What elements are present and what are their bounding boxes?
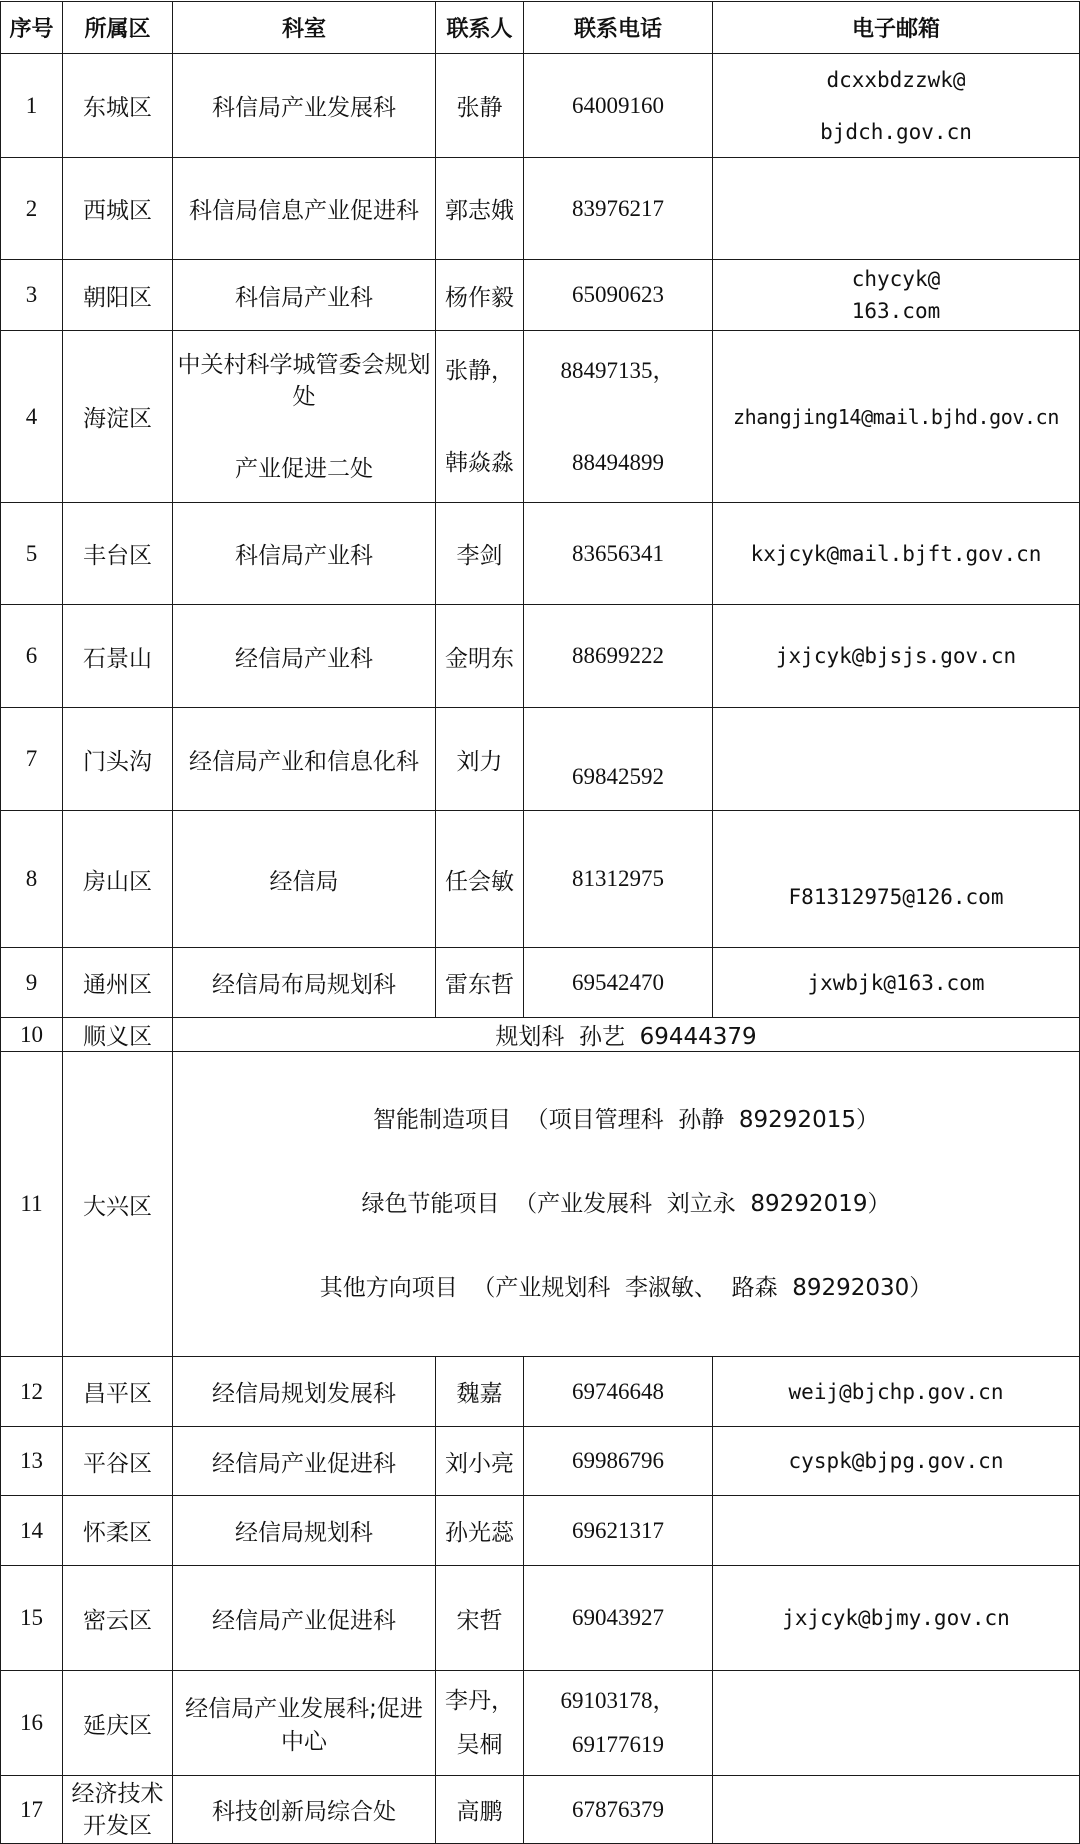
row-district: 密云区 <box>63 1566 173 1671</box>
row-contact: 宋哲 <box>436 1566 524 1671</box>
row-district: 怀柔区 <box>63 1496 173 1566</box>
row-contact: 张静 <box>436 54 524 158</box>
contact-line-1: 李丹， <box>445 1688 514 1714</box>
row-phone: 83656341 <box>524 503 713 605</box>
phone-line-2: 69177619 <box>572 1732 664 1757</box>
row-dept: 科信局产业科 <box>173 260 436 331</box>
row-dept: 经信局产业和信息化科 <box>173 708 436 811</box>
table-row <box>1 708 1080 811</box>
row-no: 3 <box>1 260 63 331</box>
merged-line-3: 其他方向项目 （产业规划科 李淑敏、 路森 89292030） <box>319 1275 933 1301</box>
row-email: jxwbjk@163.com <box>713 948 1080 1018</box>
row-no: 12 <box>1 1357 63 1427</box>
row-merged-info: 规划科 孙艺 69444379 <box>173 1018 1080 1052</box>
table-row <box>1 1496 1080 1566</box>
row-no: 2 <box>1 158 63 260</box>
table-row <box>1 1566 1080 1671</box>
email-line-1: dcxxbdzzwk@ <box>826 67 966 92</box>
table-row <box>1 260 1080 331</box>
row-contact: 刘力 <box>436 708 524 811</box>
phone-line-2: 88494899 <box>572 449 664 475</box>
row-district: 大兴区 <box>63 1052 173 1357</box>
row-email: weij@bjchp.gov.cn <box>713 1357 1080 1427</box>
row-dept: 经信局布局规划科 <box>173 948 436 1018</box>
row-email <box>713 1776 1080 1844</box>
row-contact: 高鹏 <box>436 1776 524 1844</box>
row-contact <box>436 1671 524 1776</box>
row-dept <box>173 331 436 503</box>
row-phone: 81312975 <box>524 811 713 948</box>
row-no: 10 <box>1 1018 63 1052</box>
row-email: kxjcyk@mail.bjft.gov.cn <box>713 503 1080 605</box>
row-dept: 经信局规划发展科 <box>173 1357 436 1427</box>
row-email <box>713 54 1080 158</box>
row-phone: 88699222 <box>524 605 713 708</box>
row-email: F81312975@126.com <box>713 811 1080 948</box>
row-no: 9 <box>1 948 63 1018</box>
row-no: 17 <box>1 1776 63 1844</box>
row-contact: 孙光蕊 <box>436 1496 524 1566</box>
row-district: 石景山 <box>63 605 173 708</box>
table-row <box>1 158 1080 260</box>
header-phone: 联系电话 <box>524 2 713 54</box>
header-contact: 联系人 <box>436 2 524 54</box>
row-email: jxjcyk@bjmy.gov.cn <box>713 1566 1080 1671</box>
table-row <box>1 1018 1080 1052</box>
row-dept: 科技创新局综合处 <box>173 1776 436 1844</box>
table-row <box>1 1357 1080 1427</box>
header-no: 序号 <box>1 2 63 54</box>
row-no: 1 <box>1 54 63 158</box>
email-line-2: bjdch.gov.cn <box>820 119 972 144</box>
row-phone: 64009160 <box>524 54 713 158</box>
row-phone <box>524 331 713 503</box>
header-email: 电子邮箱 <box>713 2 1080 54</box>
row-phone: 65090623 <box>524 260 713 331</box>
table-row <box>1 605 1080 708</box>
row-district: 延庆区 <box>63 1671 173 1776</box>
table-row <box>1 1427 1080 1496</box>
row-dept: 经信局产业促进科 <box>173 1566 436 1671</box>
row-contact: 金明东 <box>436 605 524 708</box>
row-phone: 69043927 <box>524 1566 713 1671</box>
email-line-2: 163.com <box>851 299 941 323</box>
merged-line-2: 绿色节能项目 （产业发展科 刘立永 89292019） <box>361 1191 891 1217</box>
row-contact: 李剑 <box>436 503 524 605</box>
row-dept: 经信局产业促进科 <box>173 1427 436 1496</box>
row-district: 海淀区 <box>63 331 173 503</box>
row-dept: 科信局产业科 <box>173 503 436 605</box>
row-dept: 科信局信息产业促进科 <box>173 158 436 260</box>
row-district <box>63 1776 173 1844</box>
row-dept: 科信局产业发展科 <box>173 54 436 158</box>
merged-line-1: 智能制造项目 （项目管理科 孙静 89292015） <box>373 1107 879 1133</box>
row-phone: 83976217 <box>524 158 713 260</box>
row-no: 5 <box>1 503 63 605</box>
row-contact: 杨作毅 <box>436 260 524 331</box>
row-phone: 69986796 <box>524 1427 713 1496</box>
row-email <box>713 158 1080 260</box>
row-district: 平谷区 <box>63 1427 173 1496</box>
row-no: 15 <box>1 1566 63 1671</box>
row-email: cyspk@bjpg.gov.cn <box>713 1427 1080 1496</box>
row-phone: 69542470 <box>524 948 713 1018</box>
contact-line-2: 韩焱淼 <box>445 449 514 476</box>
row-contact: 魏嘉 <box>436 1357 524 1427</box>
header-row <box>1 2 1080 54</box>
district-line-2: 开发区 <box>83 1812 152 1839</box>
row-dept: 经信局 <box>173 811 436 948</box>
row-email <box>713 260 1080 331</box>
row-email <box>713 1496 1080 1566</box>
phone-line-1: 88497135， <box>560 357 676 383</box>
table-row <box>1 1052 1080 1357</box>
table-row <box>1 948 1080 1018</box>
row-no: 7 <box>1 708 63 811</box>
row-no: 11 <box>1 1052 63 1357</box>
row-email: zhangjing14@mail.bjhd.gov.cn <box>713 331 1080 503</box>
contact-line-1: 张静， <box>445 357 514 384</box>
row-district: 门头沟 <box>63 708 173 811</box>
row-district: 东城区 <box>63 54 173 158</box>
row-no: 8 <box>1 811 63 948</box>
row-phone <box>524 1671 713 1776</box>
row-phone: 67876379 <box>524 1776 713 1844</box>
district-line-1: 经济技术 <box>71 1780 164 1807</box>
row-district: 西城区 <box>63 158 173 260</box>
contact-table <box>0 1 1080 1844</box>
row-no: 16 <box>1 1671 63 1776</box>
row-phone: 69746648 <box>524 1357 713 1427</box>
row-dept: 经信局产业发展科;促进中心 <box>173 1671 436 1776</box>
row-district: 丰台区 <box>63 503 173 605</box>
row-contact: 刘小亮 <box>436 1427 524 1496</box>
row-district: 朝阳区 <box>63 260 173 331</box>
row-no: 4 <box>1 331 63 503</box>
table-row <box>1 1671 1080 1776</box>
dept-line-2: 产业促进二处 <box>235 455 373 482</box>
row-contact: 郭志娥 <box>436 158 524 260</box>
contact-line-2: 吴桐 <box>456 1732 503 1758</box>
row-no: 6 <box>1 605 63 708</box>
row-dept: 经信局产业科 <box>173 605 436 708</box>
row-contact <box>436 331 524 503</box>
dept-line-1: 中关村科学城管委会规划处 <box>177 351 431 410</box>
table-row <box>1 54 1080 158</box>
row-no: 14 <box>1 1496 63 1566</box>
row-district: 顺义区 <box>63 1018 173 1052</box>
row-no: 13 <box>1 1427 63 1496</box>
row-email <box>713 1671 1080 1776</box>
row-contact: 任会敏 <box>436 811 524 948</box>
row-phone: 69842592 <box>524 708 713 811</box>
table-row <box>1 331 1080 503</box>
row-dept: 经信局规划科 <box>173 1496 436 1566</box>
row-merged-info <box>173 1052 1080 1357</box>
row-email <box>713 708 1080 811</box>
phone-line-1: 69103178， <box>560 1688 676 1713</box>
table-row <box>1 503 1080 605</box>
row-email: jxjcyk@bjsjs.gov.cn <box>713 605 1080 708</box>
header-dept: 科室 <box>173 2 436 54</box>
table-row <box>1 811 1080 948</box>
header-district: 所属区 <box>63 2 173 54</box>
row-district: 房山区 <box>63 811 173 948</box>
email-line-1: chycyk@ <box>851 267 941 291</box>
row-district: 通州区 <box>63 948 173 1018</box>
row-district: 昌平区 <box>63 1357 173 1427</box>
row-phone: 69621317 <box>524 1496 713 1566</box>
table-row <box>1 1776 1080 1844</box>
row-contact: 雷东哲 <box>436 948 524 1018</box>
